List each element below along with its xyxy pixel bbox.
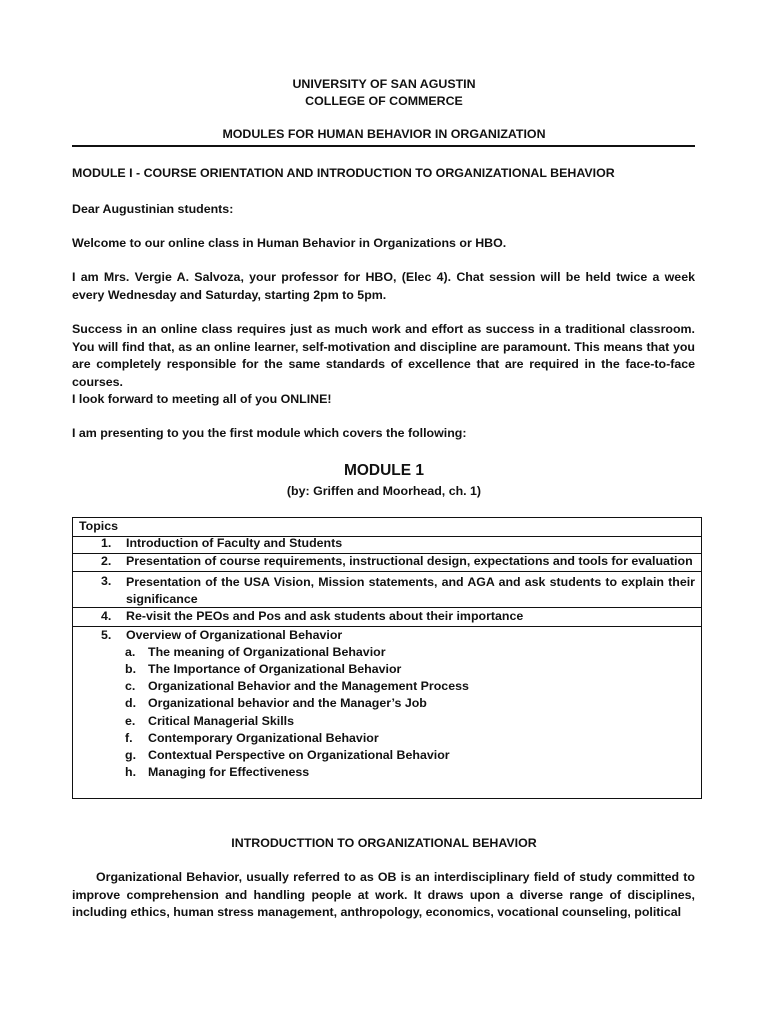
topic-text: Presentation of the USA Vision, Mission statements, and AGA and ask students to explain their significance [126,575,695,606]
topic-text: Presentation of course requirements, instructional design, expectations and tools for evaluation [126,554,693,568]
topic-number: 4. [101,609,112,623]
success-paragraph: Success in an online class requires just as much work and effort as success in a traditional classroom. You will find that, as an online learner, self-motivation and discipline are paramount. This means that you are completely responsible for the same standards of excellence that are required in the face-to-face courses. [72,322,695,389]
presenting-text: I am presenting to you the first module which covers the following: [72,426,467,440]
subtopic-letter: h. [125,765,137,779]
topics-header: Topics [79,519,119,533]
subtopic-letter: f. [125,731,133,745]
subtopic-text: The meaning of Organizational Behavior [148,645,386,659]
topics-header-row [73,518,701,537]
subtopic-text: Organizational behavior and the Manager’s Job [148,696,427,710]
subtopic-letter: b. [125,662,137,676]
subtopic-letter: a. [125,645,136,659]
college-name: COLLEGE OF COMMERCE [305,94,463,108]
topic-number: 2. [101,554,112,568]
subtopic-letter: c. [125,679,136,693]
title-divider [72,145,695,147]
university-name: UNIVERSITY OF SAN AGUSTIN [292,77,476,91]
subtopic-text: The Importance of Organizational Behavior [148,662,402,676]
module1-title: MODULE 1 [343,462,425,479]
topic-number: 1. [101,536,112,550]
subtopic-letter: d. [125,696,137,710]
topic-text: Overview of Organizational Behavior [126,628,343,642]
subtopic-text: Contemporary Organizational Behavior [148,731,379,745]
modules-title: MODULES FOR HUMAN BEHAVIOR IN ORGANIZATION [222,127,546,141]
look-forward-text: I look forward to meeting all of you ONLINE! [72,392,332,406]
topic-number: 3. [101,574,112,588]
intro-heading: INTRODUCTTION TO ORGANIZATIONAL BEHAVIOR [231,836,537,850]
module-heading: MODULE I - COURSE ORIENTATION AND INTRODUCTION TO ORGANIZATIONAL BEHAVIOR [72,166,615,180]
topic-row-3 [73,571,701,608]
welcome-text: Welcome to our online class in Human Behavior in Organizations or HBO. [72,236,507,250]
topic-row-5 [73,626,701,798]
subtopic-letter: g. [125,748,137,762]
greeting: Dear Augustinian students: [72,202,234,216]
subtopic-text: Critical Managerial Skills [148,714,294,728]
topic-row-4 [73,607,701,627]
topics-table [72,517,702,799]
subtopic-text: Managing for Effectiveness [148,765,310,779]
topic-number: 5. [101,628,112,642]
topic-text: Re-visit the PEOs and Pos and ask students about their importance [126,609,524,623]
ob-paragraph: Organizational Behavior, usually referred to as OB is an interdisciplinary field of study committed to improve comprehension and handling people at work. It draws upon a diverse range of disciplines, including ethics, human stress management, anthropology, economics, vocational counseling, political [72,870,695,919]
subtopic-text: Organizational Behavior and the Management Process [148,679,469,693]
intro-paragraph: I am Mrs. Vergie A. Salvoza, your professor for HBO, (Elec 4). Chat session will be held twice a week every Wednesday and Saturday, starting 2pm to 5pm. [72,270,695,302]
topic-text: Introduction of Faculty and Students [126,536,343,550]
topic-row-2 [73,553,701,572]
topic-row-1 [73,536,701,554]
module1-subtitle: (by: Griffen and Moorhead, ch. 1) [286,484,482,498]
subtopic-letter: e. [125,714,136,728]
subtopic-text: Contextual Perspective on Organizational Behavior [148,748,450,762]
